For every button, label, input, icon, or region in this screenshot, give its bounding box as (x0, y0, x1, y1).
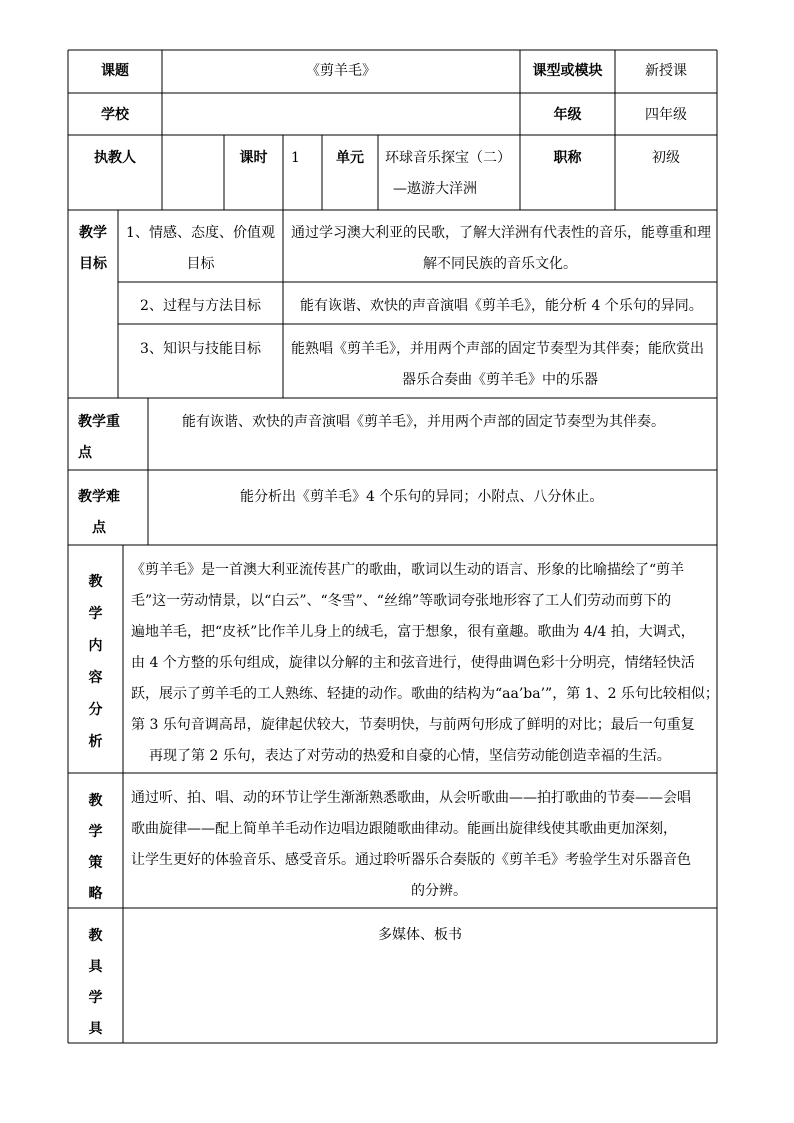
strategy-label-char: 略 (88, 886, 103, 902)
objectives-label-line1: 教学 (79, 225, 107, 241)
job-title-label: 职称 (553, 150, 582, 166)
teaching-aids-text: 多媒体、板书 (378, 927, 462, 943)
strategy-line: 歌曲旋律——配上简单羊毛动作边唱边跟随歌曲律动。能画出旋律线使其歌曲更加深刻， (131, 821, 677, 837)
strategy-text (131, 783, 715, 907)
content-analysis-label-char: 学 (88, 606, 103, 622)
teaching-aids-label-char: 教 (88, 928, 103, 944)
lesson-type-label: 课型或模块 (532, 63, 603, 79)
objective-2-text: 能有诙谐、欢快的声音演唱《剪羊毛》，能分析 4 个乐句的异同。 (300, 298, 703, 314)
period-label: 课时 (239, 150, 268, 166)
objectives-label-line2: 目标 (79, 256, 107, 272)
content-analysis-line: 遍地羊毛，把“皮袄”比作羊儿身上的绒毛，富于想象，很有童趣。歌曲为 4/4 拍，大调式， (131, 624, 695, 640)
objective-3-text-line1: 能熟唱《剪羊毛》，并用两个声部的固定节奏型为其伴奏；能欣赏出 (291, 341, 704, 357)
objective-3-name: 3、知识与技能目标 (140, 341, 261, 357)
grade-value: 四年级 (645, 107, 687, 123)
strategy-label-char: 教 (88, 793, 103, 809)
strategy-label-char: 学 (88, 824, 103, 840)
school-label: 学校 (101, 107, 129, 123)
content-analysis-line: 由 4 个方整的乐句组成，旋律以分解的主和弦音进行，使得曲调色彩十分明亮，情绪轻快活 (131, 655, 695, 671)
key-points-label-line1: 教学重 (78, 414, 120, 430)
content-analysis-line: 再现了第 2 乐句，表达了对劳动的热爱和自豪的心情，坚信劳动能创造幸福的生活。 (149, 748, 671, 764)
strategy-line: 通过听、拍、唱、动的环节让学生渐渐熟悉歌曲，从会听歌曲——拍打歌曲的节奏——会唱 (131, 790, 691, 806)
difficulties-label-line2: 点 (92, 520, 106, 536)
strategy-line: 的分辨。 (411, 883, 467, 899)
unit-label: 单元 (336, 150, 364, 166)
content-analysis-label-char: 析 (88, 734, 103, 750)
content-analysis-text (131, 555, 719, 772)
course-title-label: 课题 (101, 63, 129, 79)
content-analysis-line: 第 3 乐句音调高昂，旋律起伏较大，节奏明快，与前两句形成了鲜明的对比；最后一句重复 (131, 717, 695, 733)
key-points-label-line2: 点 (78, 445, 92, 461)
content-analysis-label (68, 566, 123, 758)
content-analysis-line: 跃，展示了剪羊毛的工人熟练、轻捷的动作。歌曲的结构为“aa’ba’”，第 1、2 乐句比较相似； (131, 686, 719, 702)
content-analysis-label-char: 分 (88, 702, 103, 718)
objective-1-text-line2: 解不同民族的音乐文化。 (423, 256, 577, 272)
lesson-type-value: 新授课 (645, 63, 687, 79)
objective-1-text-line1: 通过学习澳大利亚的民歌，了解大洋洲有代表性的音乐，能尊重和理 (291, 225, 711, 241)
key-points-text: 能有诙谐、欢快的声音演唱《剪羊毛》，并用两个声部的固定节奏型为其伴奏。 (182, 414, 665, 430)
objective-3-text-line2: 器乐合奏曲《剪羊毛》中的乐器 (402, 372, 598, 388)
content-analysis-label-char: 容 (88, 670, 103, 686)
teaching-aids-label-char: 具 (88, 959, 103, 975)
teaching-aids-label (68, 921, 123, 1045)
teacher-label: 执教人 (94, 150, 136, 166)
course-title-value: 《剪羊毛》 (306, 63, 376, 79)
unit-value-line1: 环球音乐探宝（二） (385, 150, 511, 166)
unit-value-line2: —遨游大洋洲 (393, 181, 477, 197)
content-analysis-label-char: 教 (88, 574, 103, 590)
objective-1-name-line1: 1、情感、态度、价值观 (126, 225, 275, 241)
difficulties-label-line1: 教学难 (78, 489, 120, 505)
teaching-aids-label-char: 学 (88, 990, 103, 1006)
grade-label: 年级 (553, 107, 582, 123)
content-analysis-line: 《剪羊毛》是一首澳大利亚流传甚广的歌曲，歌词以生动的语言、形象的比喻描绘了“剪羊 (131, 562, 685, 578)
objective-2-name: 2、过程与方法目标 (140, 298, 261, 314)
period-value: 1 (291, 150, 300, 166)
content-analysis-line: 毛”这一劳动情景，以“白云”、“冬雪”、“丝绵”等歌词夸张地形容了工人们劳动而剪下的 (131, 593, 672, 609)
strategy-line: 让学生更好的体验音乐、感受音乐。通过聆听器乐合奏版的《剪羊毛》考验学生对乐器音色 (131, 852, 691, 868)
job-title-value: 初级 (652, 150, 680, 166)
objective-1-name-line2: 目标 (186, 256, 215, 272)
strategy-label (68, 786, 123, 910)
content-analysis-label-char: 内 (88, 638, 103, 654)
difficulties-text: 能分析出《剪羊毛》4 个乐句的异同；小附点、八分休止。 (240, 489, 604, 505)
teaching-aids-label-char: 具 (88, 1021, 103, 1037)
strategy-label-char: 策 (88, 855, 103, 871)
